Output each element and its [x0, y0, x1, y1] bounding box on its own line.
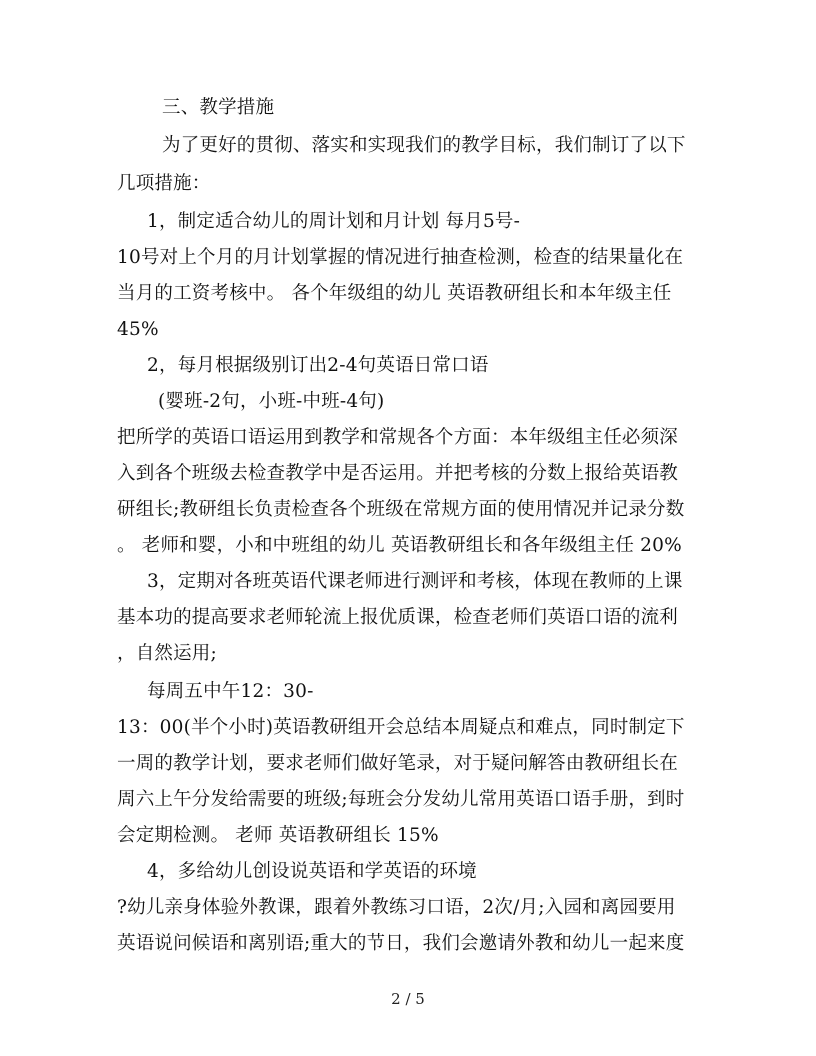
- paragraph-line: (婴班-2句，小班-中班-4句): [158, 391, 385, 412]
- paragraph-line: 13：00(半个小时)英语教研组开会总结本周疑点和难点，同时制定下: [117, 717, 685, 738]
- paragraph-line: 。 老师和婴，小和中班组的幼儿 英语教研组长和各年级组主任 20%: [117, 535, 682, 556]
- paragraph-line: 当月的工资考核中。 各个年级组的幼儿 英语教研组长和本年级主任: [117, 283, 672, 304]
- section-heading: 三、教学措施: [162, 97, 275, 118]
- paragraph-line: 入到各个班级去检查教学中是否运用。并把考核的分数上报给英语教: [117, 463, 679, 484]
- paragraph-line: 把所学的英语口语运用到教学和常规各个方面：本年级组主任必须深: [117, 427, 679, 448]
- page-number: 2 / 5: [391, 990, 425, 1008]
- list-item-2: 2，每月根据级别订出2-4句英语日常口语: [147, 355, 489, 376]
- paragraph-line: ?幼儿亲身体验外教课，跟着外教练习口语，2次/月;入园和离园要用: [117, 897, 676, 918]
- paragraph-line: 基本功的提高要求老师轮流上报优质课，检查老师们英语口语的流利: [117, 607, 679, 628]
- paragraph-line: 每周五中午12：30-: [147, 681, 314, 702]
- paragraph-line: 会定期检测。 老师 英语教研组长 15%: [117, 825, 439, 846]
- paragraph-line: 一周的教学计划，要求老师们做好笔录，对于疑问解答由教研组长在: [117, 753, 679, 774]
- paragraph-line: 几项措施：: [117, 173, 211, 194]
- list-item-3: 3，定期对各班英语代课老师进行测评和考核，体现在教师的上课: [147, 571, 683, 592]
- list-item-4: 4，多给幼儿创设说英语和学英语的环境: [147, 861, 477, 882]
- list-item-1: 1，制定适合幼儿的周计划和月计划 每月5号-: [147, 211, 521, 232]
- paragraph-line: 10号对上个月的月计划掌握的情况进行抽查检测，检查的结果量化在: [117, 247, 684, 268]
- paragraph-line: 为了更好的贯彻、落实和实现我们的教学目标，我们制订了以下: [162, 135, 686, 156]
- percentage-text: 45%: [117, 319, 159, 340]
- paragraph-line: 英语说问候语和离别语;重大的节日，我们会邀请外教和幼儿一起来度: [117, 933, 685, 954]
- paragraph-line: 研组长;教研组长负责检查各个班级在常规方面的使用情况并记录分数: [117, 499, 685, 520]
- paragraph-line: 周六上午分发给需要的班级;每班会分发幼儿常用英语口语手册，到时: [117, 789, 685, 810]
- paragraph-line: ，自然运用;: [117, 643, 217, 664]
